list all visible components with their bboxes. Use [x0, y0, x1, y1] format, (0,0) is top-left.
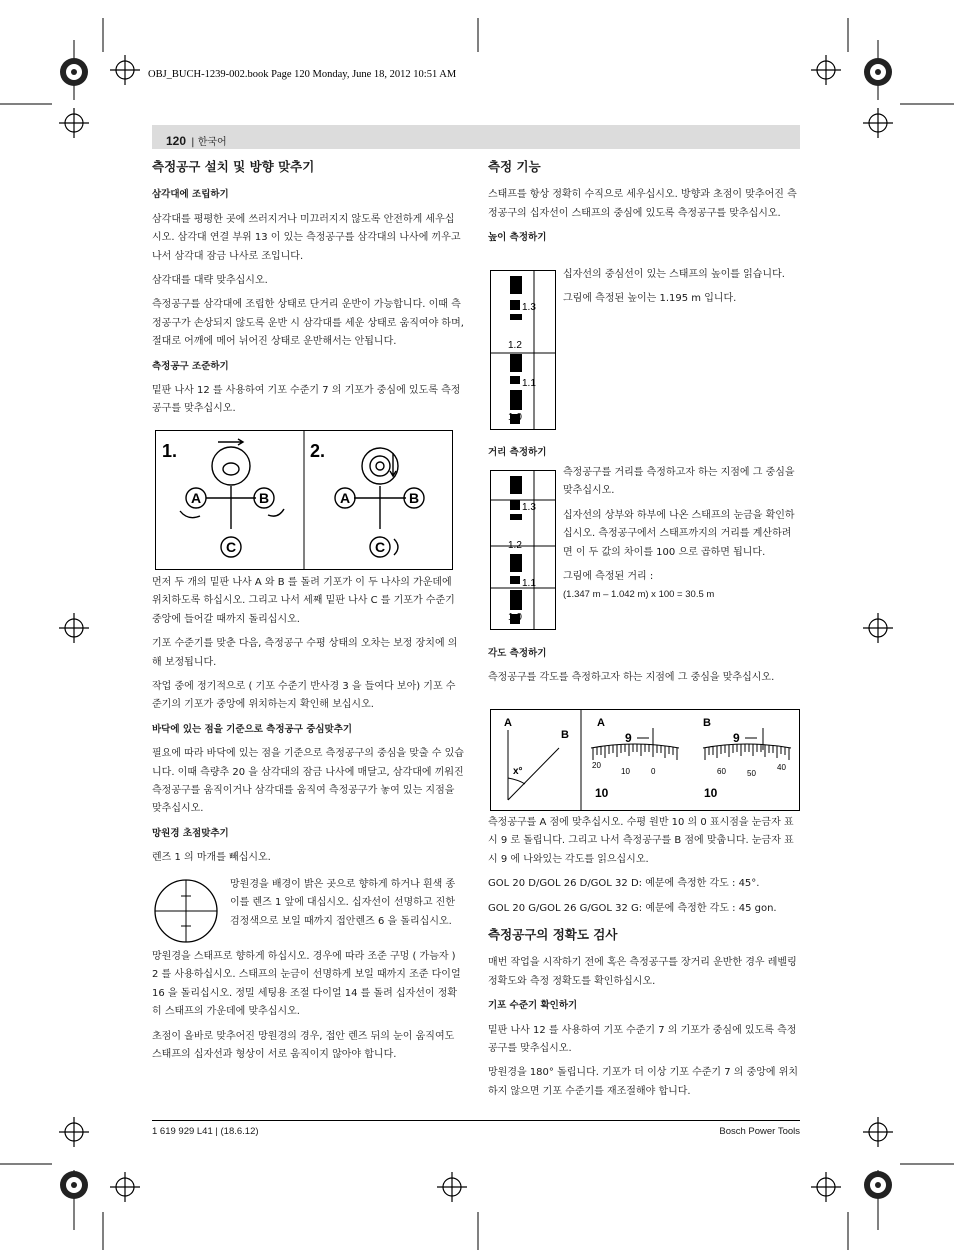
- paragraph: GOL 20 G/GOL 26 G/GOL 32 G: 예문에 측정한 각도 : 45 gon.: [488, 902, 777, 914]
- mark-9: 9: [625, 731, 632, 745]
- paragraph: 십자선의 중심선이 있는 스태프의 높이를 읽습니다.: [563, 269, 785, 280]
- heading-center-point: 바닥에 있는 점을 기준으로 측정공구 중심맞추기: [152, 723, 353, 735]
- footer-left: 1 619 929 L41 | (18.6.12): [152, 1126, 259, 1137]
- paragraph: 삼각대를 대략 맞추십시오.: [152, 275, 268, 287]
- scale-tick: 20: [592, 761, 601, 770]
- staff-label: 1.2: [508, 340, 522, 351]
- header-language: 한국어: [197, 137, 227, 148]
- scale-tick: 40: [777, 763, 786, 772]
- paragraph: 기포 수준기를 맞춘 다음, 측정공구 수평 상태의 오차는 보정 장치에 의해 보정됩니다.: [152, 638, 458, 668]
- staff-label: 1.3: [522, 302, 536, 313]
- focus-text: [230, 876, 464, 937]
- paragraph: 망원경을 배경이 밝은 곳으로 향하게 하거나 흰색 종이를 렌즈 1 앞에 대십시오. 십자선이 선명하고 진한 검정색으로 보일 때까지 접안렌즈 6 을 돌리십시오.: [230, 879, 456, 927]
- staff-figure-height: [490, 270, 556, 430]
- step-2-label: 2.: [310, 441, 326, 461]
- point-b-label: B: [703, 717, 711, 729]
- staff-label: 1.2: [508, 540, 522, 551]
- paragraph: 매번 작업을 시작하기 전에 혹은 측정공구를 장거리 운반한 경우 레벨링 정확도와 측정 정확도를 확인하십시오.: [488, 957, 797, 987]
- heading-measure: 측정 기능: [488, 159, 541, 174]
- paragraph: 측정공구를 거리를 측정하고자 하는 지점에 그 중심을 맞추십시오.: [563, 467, 795, 497]
- screw-c-label: C: [375, 539, 386, 555]
- paragraph: 그림에 측정된 거리 :: [563, 571, 654, 583]
- right-column: [488, 158, 800, 254]
- heading-bubble: 기포 수준기 확인하기: [488, 1000, 578, 1012]
- book-slug: OBJ_BUCH-1239-002.book Page 120 Monday, June 18, 2012 10:51 AM: [148, 69, 457, 80]
- left-column-end: [152, 948, 464, 1070]
- formula: (1.347 m – 1.042 m) x 100 = 30.5 m: [563, 589, 715, 601]
- paragraph: 먼저 두 개의 밑판 나사 A 와 B 를 돌려 기포가 이 두 나사의 가운데에 위치하도록 하십시오. 그리고 나서 세째 밑판 나사 C 를 기포가 수준기 중앙에 들어갈 때까지 돌리십시오.: [152, 577, 455, 625]
- page-header-bar: [152, 125, 800, 149]
- height-text: [563, 266, 800, 315]
- paragraph: 망원경을 스태프로 향하게 하십시오. 경우에 따라 조준 구멍 ( 가늠자 ) 2 를 사용하십시오. 스태프의 눈금이 선명하게 보일 때까지 조준 다이얼 16 을 돌리십시오. 정밀 세팅용 조절 다이얼 14 를 돌려 십자선이 정확히 스태프의 가운데에 맞추십시오.: [152, 951, 461, 1018]
- paragraph: 망원경을 180° 돌립니다. 기포가 더 이상 기포 수준기 7 의 중앙에 위치하지 않으면 기포 수준기를 재조절해야 합니다.: [488, 1067, 799, 1097]
- scale-tick: 50: [747, 769, 756, 778]
- heading-height: 높이 측정하기: [488, 232, 547, 244]
- scale-tick: 60: [717, 767, 726, 776]
- heading-distance: 거리 측정하기: [488, 447, 547, 458]
- paragraph: 스태프를 항상 정확히 수직으로 세우십시오. 방향과 초점이 맞추어진 측정공구의 십자선이 스태프의 중심에 있도록 측정공구를 맞추십시오.: [488, 189, 797, 219]
- left-column-lower: [152, 574, 464, 874]
- heading-angle: 각도 측정하기: [488, 648, 547, 659]
- staff-label: 1.0: [508, 612, 522, 623]
- paragraph: 삼각대를 평평한 곳에 쓰러지거나 미끄러지지 않도록 안전하게 세우십시오. 삼각대 연결 부위 13 이 있는 측정공구를 삼각대의 나사에 끼우고 나서 삼각대 잠금 나사로 조입니다.: [152, 213, 461, 262]
- screw-b-label: B: [259, 490, 270, 506]
- distance-text: [563, 464, 800, 611]
- point-b-label: B: [561, 729, 569, 741]
- heading-accuracy: 측정공구의 정확도 검사: [488, 927, 618, 943]
- leveling-figure: [155, 430, 453, 570]
- angle-label: x°: [513, 766, 523, 777]
- paragraph: 측정공구를 A 점에 맞추십시오. 수평 원반 10 의 0 표시점을 눈금자 표시 9 로 돌립니다. 그리고 나서 측정공구를 B 점에 맞춥니다. 눈금자 표시 9 에 나와있는 각도를 읽으십시오.: [488, 817, 794, 865]
- point-a-label: A: [504, 717, 512, 729]
- angle-diagram: [491, 710, 799, 810]
- scale-tick: 0: [651, 767, 656, 776]
- right-column-lower: [488, 814, 800, 1107]
- disc-10: 10: [704, 786, 718, 800]
- footer-right: Bosch Power Tools: [719, 1126, 800, 1137]
- leveling-diagram: [156, 431, 452, 569]
- paragraph: 측정공구를 각도를 측정하고자 하는 지점에 그 중심을 맞추십시오.: [488, 672, 775, 684]
- left-column: [152, 158, 464, 425]
- staff-label: 1.3: [522, 502, 536, 513]
- heading-focus: 망원경 초점맞추기: [152, 827, 229, 839]
- paragraph: 렌즈 1 의 마개를 빼십시오.: [152, 852, 271, 864]
- page-header: [166, 130, 227, 149]
- footer-rule: [152, 1120, 800, 1121]
- mark-9: 9: [733, 731, 740, 745]
- point-a-label: A: [597, 717, 605, 729]
- paragraph: GOL 20 D/GOL 26 D/GOL 32 D: 예문에 측정한 각도 : 45°.: [488, 878, 760, 890]
- screw-a-label: A: [340, 490, 351, 506]
- paragraph: 십자선의 상부와 하부에 나온 스태프의 눈금을 확인하십시오. 측정공구에서 스태프까지의 거리를 계산하려면 이 두 값의 차이를 100 으로 곱하면 됩니다.: [563, 509, 795, 558]
- paragraph: 필요에 따라 바닥에 있는 점을 기준으로 측정공구의 중심을 맞출 수 있습니다. 이때 측량추 20 을 삼각대의 잠금 나사에 매달고, 삼각대에 끼워진 측정공구를 움직이거나 삼각대를 움직여 측정공구가 놓여 있는 지점을 맞추십시오.: [152, 748, 464, 815]
- screw-c-label: C: [226, 539, 237, 555]
- staff-label: 1.0: [508, 412, 522, 423]
- paragraph: 측정공구를 삼각대에 조립한 상태로 단거리 운반이 가능합니다. 이때 측정공구가 손상되지 않도록 운반 시 삼각대를 세운 상태로 움직여야 하며, 절대로 어깨에 메어 뉘어진 상태로 운반해서는 안됩니다.: [152, 299, 464, 348]
- screw-a-label: A: [191, 490, 202, 506]
- header-separator: |: [191, 137, 198, 148]
- heading-setup: 측정공구 설치 및 방향 맞추기: [152, 159, 315, 174]
- paragraph: 밑판 나사 12 를 사용하여 기포 수준기 7 의 기포가 중심에 있도록 측정공구를 맞추십시오.: [488, 1024, 797, 1055]
- reticle-icon: [153, 878, 219, 944]
- paragraph: 초점이 올바로 맞추어진 망원경의 경우, 접안 렌즈 뒤의 눈이 움직여도 스태프의 십자선과 형상이 서로 움직이지 않아야 합니다.: [152, 1030, 455, 1061]
- page-number: 120: [166, 134, 187, 148]
- screw-b-label: B: [409, 490, 420, 506]
- paragraph: 그림에 측정된 높이는 1.195 m 입니다.: [563, 293, 737, 305]
- paragraph: 작업 중에 정기적으로 ( 기포 수준기 반사경 3 을 들여다 보아) 기포 수준기의 기포가 중앙에 위치하는지 확인해 보십시오.: [152, 681, 456, 711]
- staff-figure-distance: [490, 470, 556, 630]
- disc-10: 10: [595, 786, 609, 800]
- angle-section: [488, 645, 800, 694]
- paragraph: 밑판 나사 12 를 사용하여 기포 수준기 7 의 기포가 중심에 있도록 측정공구를 맞추십시오.: [152, 385, 461, 415]
- heading-adjust: 측정공구 조준하기: [152, 360, 229, 372]
- heading-tripod: 삼각대에 조립하기: [152, 189, 229, 201]
- staff-label: 1.1: [522, 578, 536, 589]
- staff-label: 1.1: [522, 378, 536, 389]
- angle-figure: [490, 709, 800, 811]
- step-1-label: 1.: [162, 441, 178, 461]
- scale-tick: 10: [621, 767, 630, 776]
